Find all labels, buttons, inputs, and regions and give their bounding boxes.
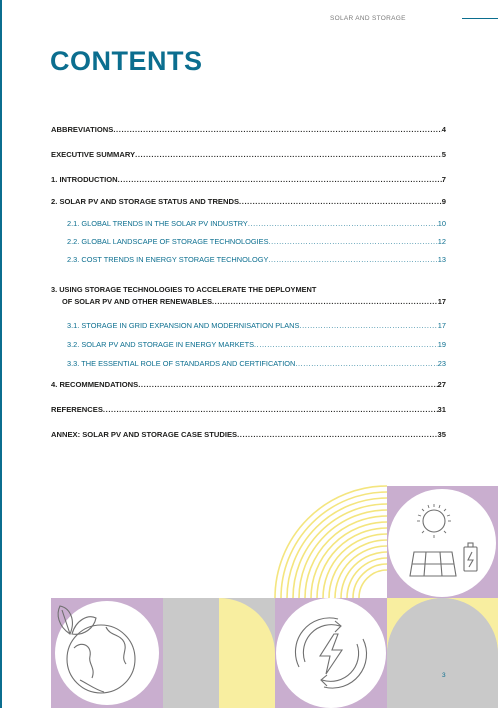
concentric-arcs-decoration — [275, 486, 387, 598]
running-header: SOLAR AND STORAGE — [330, 15, 406, 22]
toc-entry-status-trends[interactable]: 2. SOLAR PV AND STORAGE STATUS AND TRENDS ..... 9 — [51, 197, 446, 206]
toc-entry-recommendations[interactable]: 4. RECOMMENDATIONS ..... 27 — [51, 380, 446, 389]
toc-subentry-storage-landscape[interactable]: 2.2. GLOBAL LANDSCAPE OF STORAGE TECHNOLOGIES ..... 12 — [67, 237, 446, 246]
toc-entry-abbreviations[interactable]: ABBREVIATIONS ..... 4 — [51, 125, 446, 134]
toc-entry-introduction[interactable]: 1. INTRODUCTION ..... 7 — [51, 175, 446, 184]
toc-subentry-grid-expansion[interactable]: 3.1. STORAGE IN GRID EXPANSION AND MODERNISATION PLANS ..... 17 — [67, 321, 446, 330]
toc-subentry-energy-markets[interactable]: 3.2. SOLAR PV AND STORAGE IN ENERGY MARKETS ..... 19 — [67, 340, 446, 349]
toc-entry-references[interactable]: REFERENCES ..... 31 — [51, 405, 446, 414]
toc-subentry-cost-trends[interactable]: 2.3. COST TRENDS IN ENERGY STORAGE TECHNOLOGY ..... 13 — [67, 255, 446, 264]
toc-subentry-standards[interactable]: 3.3. THE ESSENTIAL ROLE OF STANDARDS AND CERTIFICATION ..... 23 — [67, 359, 446, 368]
toc-subentry-global-trends[interactable]: 2.1. GLOBAL TRENDS IN THE SOLAR PV INDUSTRY ..... 10 — [67, 219, 446, 228]
page-title: CONTENTS — [50, 46, 203, 76]
toc-entry-accelerate-deployment-cont[interactable]: OF SOLAR PV AND OTHER RENEWABLES ..... 17 — [62, 297, 446, 306]
toc-entry-accelerate-deployment[interactable]: 3. USING STORAGE TECHNOLOGIES TO ACCELERATE THE DEPLOYMENT — [51, 285, 317, 294]
toc-entry-annex[interactable]: ANNEX: SOLAR PV AND STORAGE CASE STUDIES ..... 35 — [51, 430, 446, 439]
page-number: 3 — [442, 672, 446, 679]
toc-entry-executive-summary[interactable]: EXECUTIVE SUMMARY ..... 5 — [51, 150, 446, 159]
